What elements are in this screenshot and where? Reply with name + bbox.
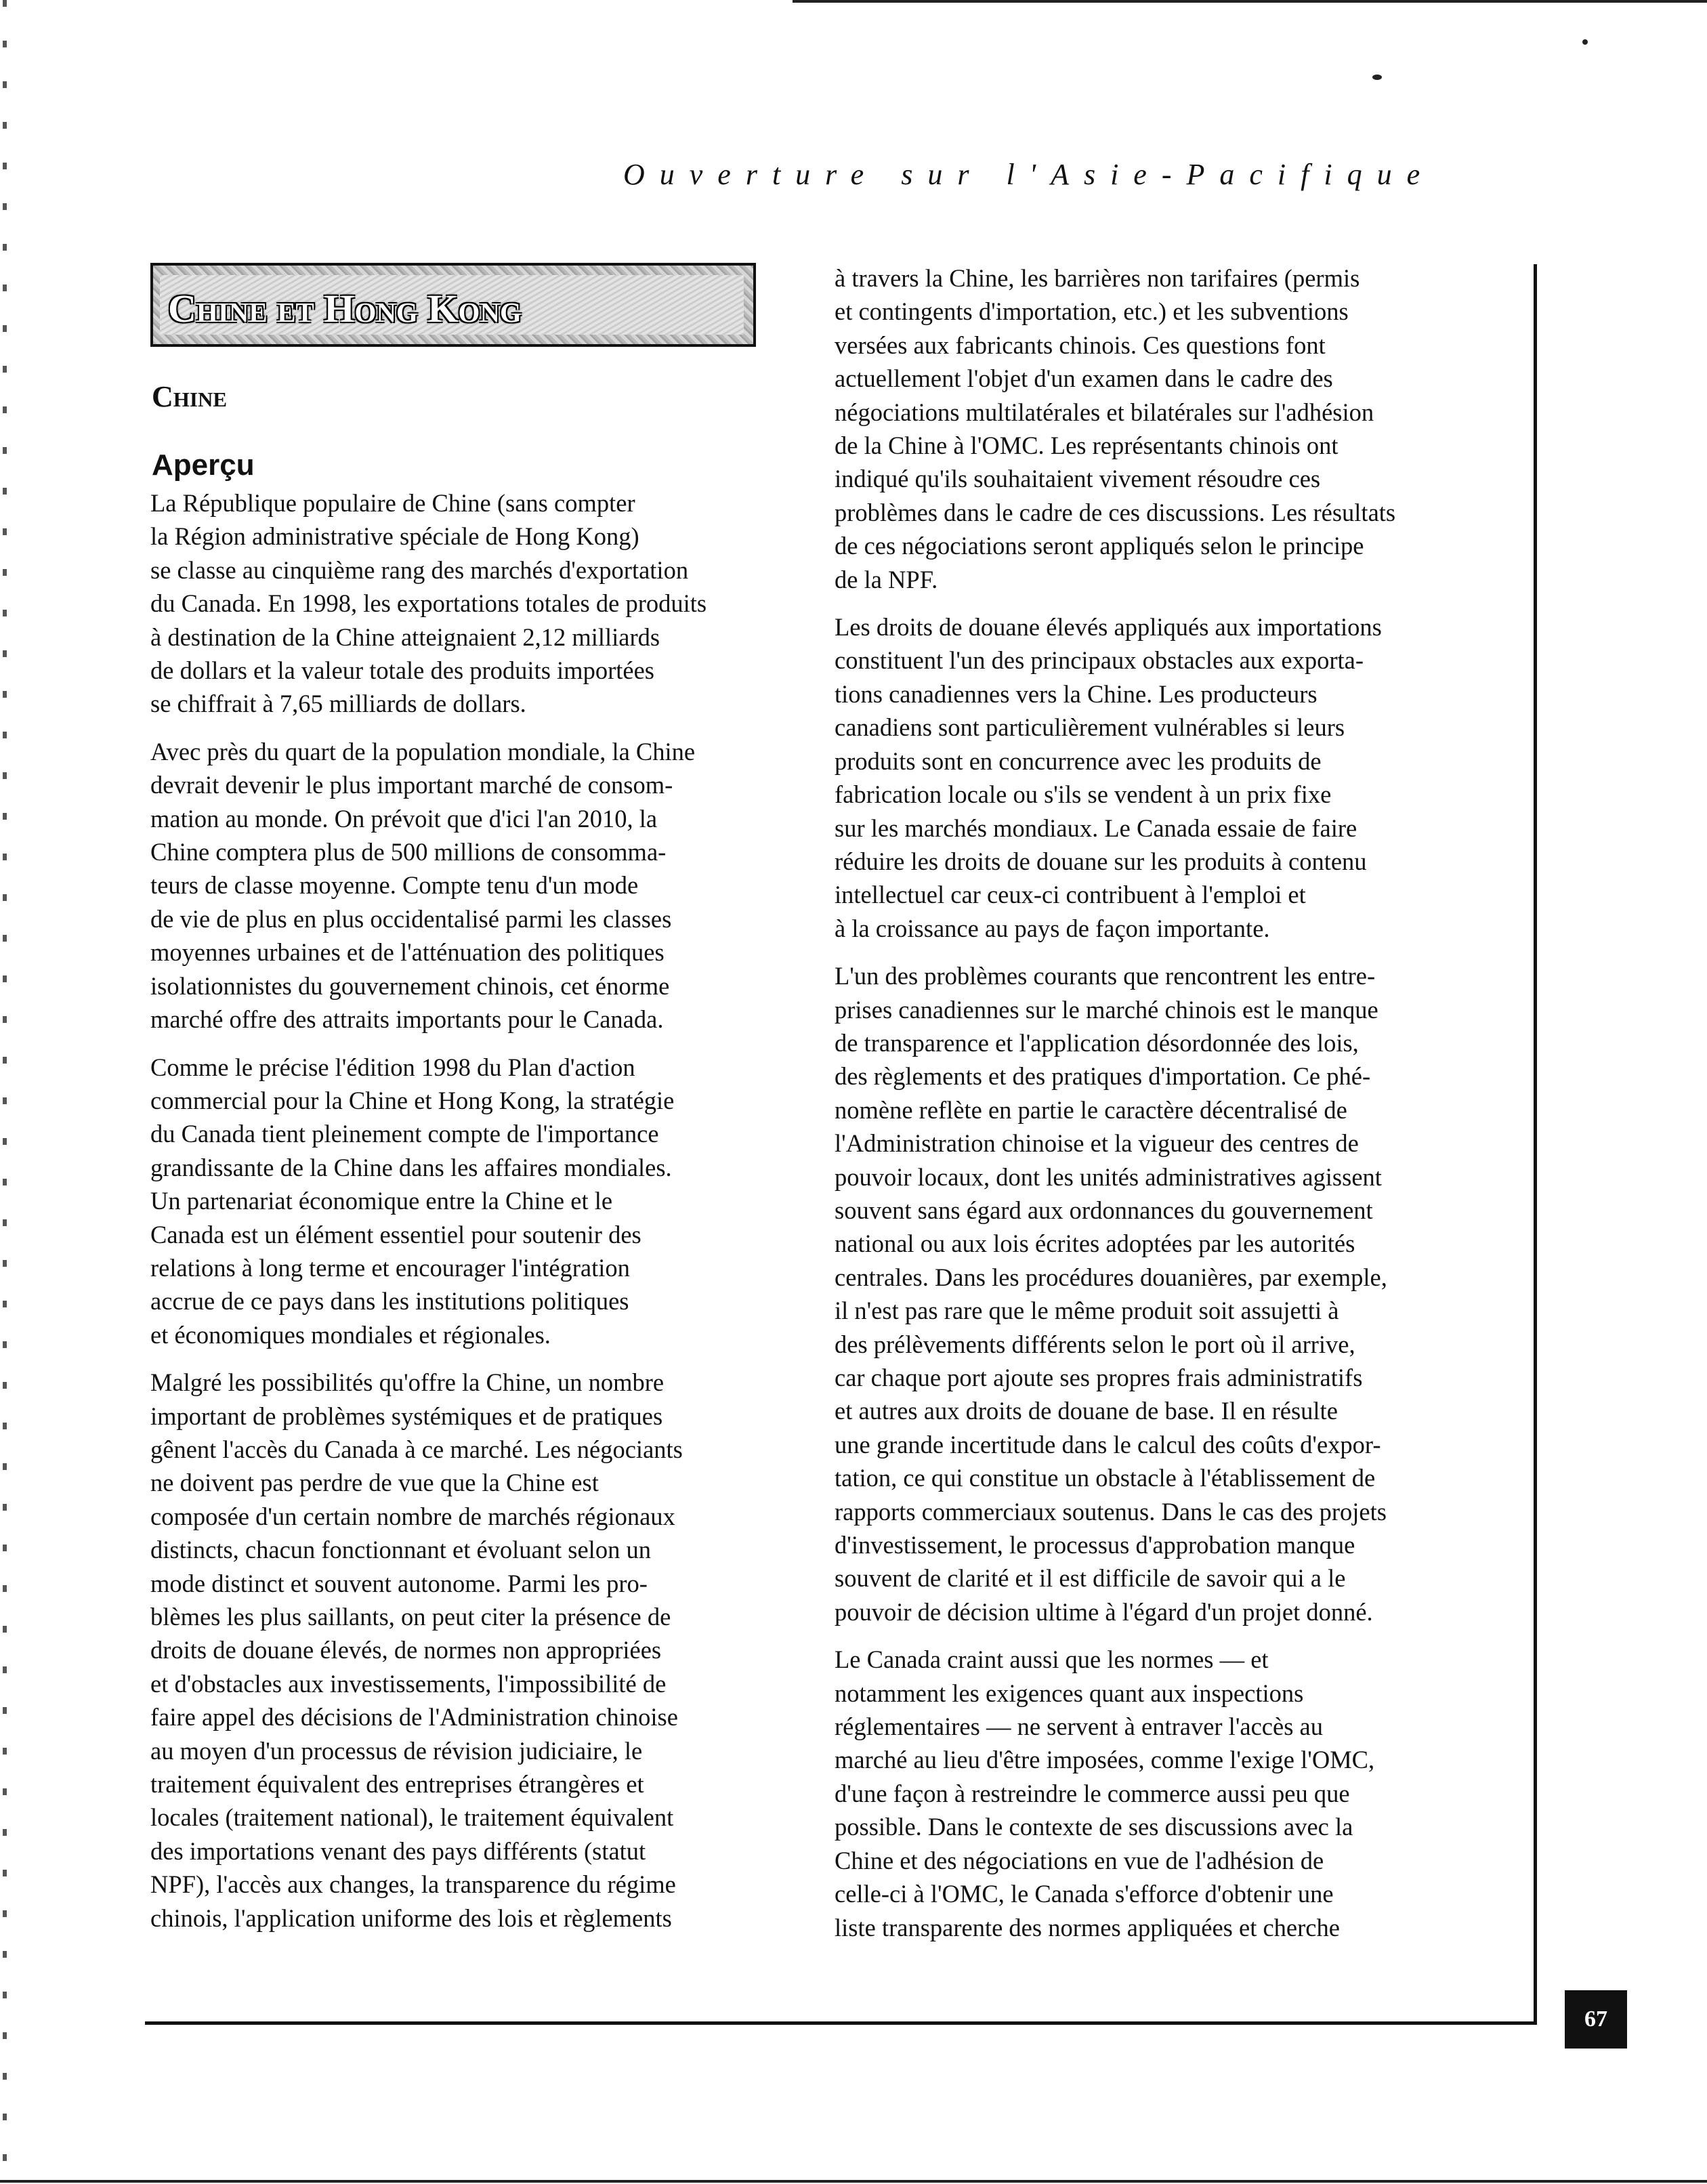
text-line: pouvoir locaux, dont les unités administratives agissent [835,1162,1382,1191]
column-rule-vertical [1534,264,1537,2021]
scan-edge-marks [3,0,7,2184]
text-line: du Canada. En 1998, les exportations totales de produits [150,589,707,618]
text-line: des prélèvements différents selon le port où il arrive, [835,1330,1355,1358]
text-line: pouvoir de décision ultime à l'égard d'un projet donné. [835,1597,1373,1626]
text-line: composée d'un certain nombre de marchés régionaux [150,1502,675,1530]
text-line: d'une façon à restreindre le commerce aussi peu que [835,1779,1350,1807]
text-line: sur les marchés mondiaux. Le Canada essaie de faire [835,814,1357,842]
text-line: national ou aux lois écrites adoptées par les autorités [835,1230,1355,1258]
text-line: droits de douane élevés, de normes non appropriées [150,1636,662,1664]
text-line: des importations venant des pays différents (statut [150,1836,646,1865]
text-line: d'investissement, le processus d'approbation manque [835,1531,1355,1559]
text-line: intellectuel car ceux-ci contribuent à l'emploi et [835,881,1306,909]
scan-speck [1582,39,1588,45]
text-line: liste transparente des normes appliquées et cherche [835,1913,1340,1941]
text-line: et économiques mondiales et régionales. [150,1320,551,1349]
text-line: se classe au cinquième rang des marchés d'exportation [150,555,689,584]
paragraph [835,959,1458,1629]
text-line: important de problèmes systémiques et de pratiques [150,1402,663,1430]
text-line: versées aux fabricants chinois. Ces questions font [835,331,1326,359]
text-line: locales (traitement national), le traitement équivalent [150,1803,674,1832]
text-line: à la croissance au pays de façon importante. [835,914,1270,942]
text-line: isolationnistes du gouvernement chinois, cet énorme [150,971,670,1000]
page-rule-bottom [145,2021,1537,2025]
text-line: mation au monde. On prévoit que d'ici l'an 2010, la [150,804,658,833]
text-line: Canada est un élément essentiel pour soutenir des [150,1220,641,1248]
text-line: ne doivent pas perdre de vue que la Chine est [150,1469,599,1497]
text-line: négociations multilatérales et bilatérales sur l'adhésion [835,398,1374,426]
left-column [150,486,760,1949]
text-line: devrait devenir le plus important marché de consom- [150,771,673,799]
text-line: produits sont en concurrence avec les produits de [835,747,1322,775]
text-line: Avec près du quart de la population mondiale, la Chine [150,737,696,765]
text-line: celle-ci à l'OMC, le Canada s'efforce d'obtenir une [835,1880,1334,1908]
right-column [835,261,1458,1958]
text-line: la Région administrative spéciale de Hong Kong) [150,522,639,551]
text-line: indiqué qu'ils souhaitaient vivement résoudre ces [835,465,1321,493]
text-line: L'un des problèmes courants que rencontrent les entre- [835,962,1376,990]
text-line: des règlements et des pratiques d'importation. Ce phé- [835,1062,1371,1091]
text-line: à destination de la Chine atteignaient 2,12 milliards [150,623,660,651]
text-line: Malgré les possibilités qu'offre la Chine, un nombre [150,1368,665,1397]
text-line: de dollars et la valeur totale des produits importées [150,656,654,685]
text-line: possible. Dans le contexte de ses discussions avec la [835,1813,1353,1841]
text-line: prises canadiennes sur le marché chinois est le manque [835,995,1378,1024]
text-line: Comme le précise l'édition 1998 du Plan d'action [150,1053,635,1081]
text-line: Chine et des négociations en vue de l'adhésion de [835,1846,1324,1874]
page-number: 67 [1565,1990,1627,2049]
scan-speck [1372,75,1382,80]
text-line: commercial pour la Chine et Hong Kong, la stratégie [150,1086,675,1114]
text-line: à travers la Chine, les barrières non tarifaires (permis [835,264,1360,292]
text-line: marché offre des attraits importants pour le Canada. [150,1005,664,1034]
text-line: teurs de classe moyenne. Compte tenu d'un mode [150,871,639,900]
banner-title: Chine et Hong Kong [168,287,522,331]
text-line: NPF), l'accès aux changes, la transparence du régime [150,1870,676,1899]
section-banner [150,263,756,347]
text-line: Un partenariat économique entre la Chine et le [150,1187,613,1215]
text-line: réglementaires — ne servent à entraver l'accès au [835,1713,1323,1741]
text-line: rapports commerciaux soutenus. Dans le cas des projets [835,1497,1387,1526]
text-line: constituent l'un des principaux obstacles aux exporta- [835,646,1364,675]
text-line: grandissante de la Chine dans les affaires mondiales. [150,1153,672,1181]
text-line: blèmes les plus saillants, on peut citer la présence de [150,1603,671,1631]
text-line: mode distinct et souvent autonome. Parmi les pro- [150,1569,648,1597]
text-line: et d'obstacles aux investissements, l'impossibilité de [150,1669,667,1698]
paragraph [150,1051,760,1352]
text-line: de la NPF. [835,565,938,593]
text-line: l'Administration chinoise et la vigueur des centres de [835,1129,1359,1158]
text-line: problèmes dans le cadre de ces discussions. Les résultats [835,498,1396,526]
text-line: et contingents d'importation, etc.) et les subventions [835,297,1349,326]
text-line: faire appel des décisions de l'Administration chinoise [150,1703,678,1731]
text-line: au moyen d'un processus de révision judiciaire, le [150,1736,643,1765]
text-line: Le Canada craint aussi que les normes — et [835,1645,1269,1674]
bottom-edge-rule [0,2180,1707,2183]
running-head: Ouverture sur l'Asie-Pacifique [623,158,1435,191]
text-line: traitement équivalent des entreprises étrangères et [150,1770,644,1799]
text-line: de ces négociations seront appliqués selon le principe [835,532,1364,560]
text-line: centrales. Dans les procédures douanières, par exemple, [835,1263,1387,1291]
text-line: relations à long terme et encourager l'intégration [150,1253,630,1282]
text-line: gênent l'accès du Canada à ce marché. Les négociants [150,1435,683,1463]
text-line: de transparence et l'application désordonnée des lois, [835,1028,1359,1057]
text-line: Les droits de douane élevés appliqués aux importations [835,613,1382,642]
text-line: tions canadiennes vers la Chine. Les producteurs [835,679,1318,708]
top-edge-rule [793,0,1707,3]
text-line: distincts, chacun fonctionnant et évoluant selon un [150,1536,651,1564]
section-title: Chine [152,380,228,413]
paragraph [835,261,1458,596]
text-line: tation, ce qui constitue un obstacle à l'établissement de [835,1464,1376,1492]
text-line: canadiens sont particulièrement vulnérables si leurs [835,713,1345,742]
text-line: notamment les exigences quant aux inspections [835,1679,1304,1707]
text-line: accrue de ce pays dans les institutions politiques [150,1287,629,1316]
text-line: une grande incertitude dans le calcul des coûts d'expor- [835,1430,1381,1458]
text-line: car chaque port ajoute ses propres frais administratifs [835,1364,1363,1391]
text-line: actuellement l'objet d'un examen dans le cadre des [835,364,1333,393]
text-line: La République populaire de Chine (sans compter [150,489,635,517]
paragraph [150,486,760,721]
text-line: moyennes urbaines et de l'atténuation des politiques [150,938,665,967]
text-line: fabrication locale ou s'ils se vendent à un prix fixe [835,780,1332,809]
paragraph [835,1643,1458,1944]
paragraph [150,1366,760,1935]
subsection-title: Aperçu [152,448,255,482]
text-line: chinois, l'application uniforme des lois et règlements [150,1904,672,1932]
paragraph [835,610,1458,945]
text-line: souvent de clarité et il est difficile de savoir qui a le [835,1564,1346,1593]
text-line: Chine comptera plus de 500 millions de consomma- [150,838,667,866]
text-line: se chiffrait à 7,65 milliards de dollars. [150,690,526,718]
text-line: réduire les droits de douane sur les produits à contenu [835,847,1367,875]
text-line: nomène reflète en partie le caractère décentralisé de [835,1095,1347,1124]
text-line: de vie de plus en plus occidentalisé parmi les classes [150,904,672,933]
paragraph [150,735,760,1036]
text-line: il n'est pas rare que le même produit soit assujetti à [835,1297,1339,1325]
text-line: souvent sans égard aux ordonnances du gouvernement [835,1196,1373,1224]
text-line: de la Chine à l'OMC. Les représentants chinois ont [835,432,1339,460]
text-line: et autres aux droits de douane de base. Il en résulte [835,1397,1338,1425]
text-line: marché au lieu d'être imposées, comme l'exige l'OMC, [835,1746,1375,1774]
text-line: du Canada tient pleinement compte de l'importance [150,1120,659,1148]
